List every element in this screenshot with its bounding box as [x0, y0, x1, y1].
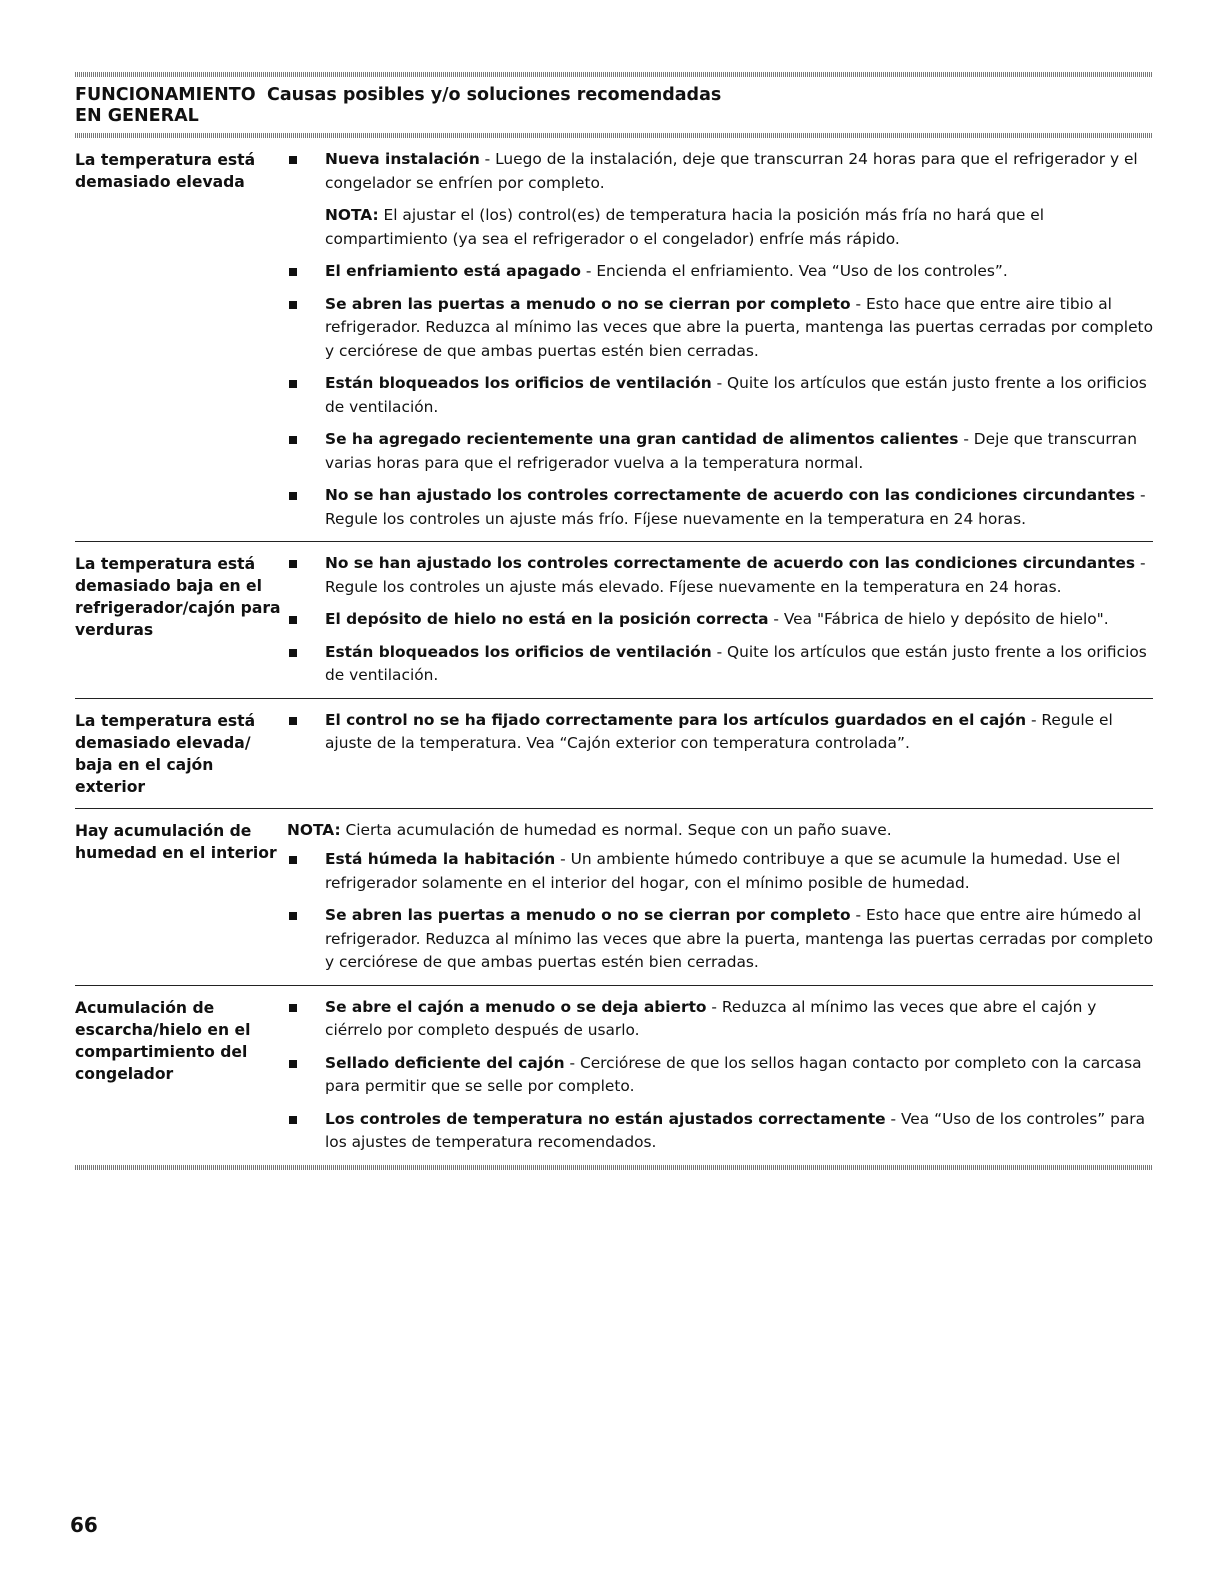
note — [287, 819, 1153, 843]
cause: Está húmeda la habitación — [325, 850, 556, 868]
square-bullet-icon — [287, 293, 325, 364]
list-item: El depósito de hielo no está en la posición correcta - Vea "Fábrica de hielo y depósito de hielo". — [287, 608, 1153, 632]
solution: Cerciórese de que los sellos hagan contacto por completo con la carcasa para permitir que se selle por completo. — [325, 1053, 1142, 1095]
solution: Vea “Uso de los controles” para los ajustes de temperatura recomendados. — [325, 1109, 1146, 1151]
header-col-functioning: FUNCIONAMIENTO EN GENERAL — [75, 85, 256, 126]
solution: Reduzca al mínimo las veces que abre el cajón y ciérrelo por completo después de usarlo. — [325, 997, 1097, 1039]
solution: Esto hace que entre aire húmedo al refrigerador. Reduzca al mínimo las veces que abre la puerta, mantenga las puertas cerradas por completo y cerciórese de que ambas puertas estén bien cerradas. — [325, 906, 1154, 971]
list-item: Se ha agregado recientemente una gran cantidad de alimentos calientes - Deje que transcurran varias horas para que el refrigerador vuelva a la temperatura normal. — [287, 428, 1153, 475]
cause: Están bloqueados los orificios de ventilación — [325, 374, 712, 392]
square-bullet-icon — [287, 904, 325, 975]
solution: Quite los artículos que están justo frente a los orificios de ventilación. — [325, 374, 1147, 416]
square-bullet-icon — [287, 608, 325, 632]
cause: El depósito de hielo no está en la posición correcta — [325, 610, 769, 628]
cause: Se abren las puertas a menudo o no se cierran por completo — [325, 906, 851, 924]
square-bullet-icon — [287, 641, 325, 688]
table-row — [75, 809, 1153, 985]
list-item: El control no se ha fijado correctamente para los artículos guardados en el cajón - Regule el ajuste de la temperatura. Vea “Cajón exterior con temperatura controlada”. — [287, 709, 1153, 756]
list-item: Sellado deficiente del cajón - Cerciórese de que los sellos hagan contacto por completo con la carcasa para permitir que se selle por completo. — [287, 1052, 1153, 1099]
solution: Luego de la instalación, deje que transcurran 24 horas para que el refrigerador y el congelador se enfríen por completo. — [325, 150, 1138, 192]
page-number: 66 — [70, 1513, 98, 1537]
square-bullet-icon — [287, 260, 325, 284]
square-bullet-icon — [287, 848, 325, 895]
square-bullet-icon — [287, 484, 325, 531]
row-body — [287, 819, 1153, 975]
cause: El enfriamiento está apagado — [325, 262, 581, 280]
table-header — [75, 77, 1153, 133]
solution: Deje que transcurran varias horas para que el refrigerador vuelva a la temperatura normal. — [325, 430, 1137, 472]
list-item: El enfriamiento está apagado - Encienda el enfriamiento. Vea “Uso de los controles”. — [287, 260, 1153, 284]
list-item: Están bloqueados los orificios de ventilación - Quite los artículos que están justo frente a los orificios de ventilación. — [287, 372, 1153, 419]
note-text: El ajustar el (los) control(es) de temperatura hacia la posición más fría no hará que el compartimiento (ya sea el refrigerador o el congelador) enfríe más rápido. — [325, 206, 1044, 248]
solution: Regule el ajuste de la temperatura. Vea “Cajón exterior con temperatura controlada”. — [325, 710, 1113, 752]
note-text: Cierta acumulación de humedad es normal. Seque con un paño suave. — [345, 820, 892, 839]
solution: Encienda el enfriamiento. Vea “Uso de los controles”. — [596, 262, 1008, 280]
row-label: La temperatura está demasiado baja en el refrigerador/cajón para verduras — [75, 555, 281, 639]
list-item: Se abren las puertas a menudo o no se cierran por completo - Esto hace que entre aire húmedo al refrigerador. Reduzca al mínimo las veces que abre la puerta, mantenga las puertas cerradas por completo y cerciórese de que ambas puertas estén bien cerradas. — [287, 904, 1153, 975]
solution: Un ambiente húmedo contribuye a que se acumule la humedad. Use el refrigerador solamente en el interior del hogar, con el mínimo posible de humedad. — [325, 850, 1121, 892]
list-item: Están bloqueados los orificios de ventilación - Quite los artículos que están justo frente a los orificios de ventilación. — [287, 641, 1153, 688]
cause: Sellado deficiente del cajón — [325, 1053, 565, 1072]
list-item: No se han ajustado los controles correctamente de acuerdo con las condiciones circundantes - Regule los controles un ajuste más elevado. Fíjese nuevamente en la temperatura en 24 horas. — [287, 552, 1153, 599]
solution: Regule los controles un ajuste más frío. Fíjese nuevamente en la temperatura en 24 horas. — [325, 509, 1026, 528]
row-label: Acumulación de escarcha/hielo en el compartimiento del congelador — [75, 998, 251, 1083]
cause: Los controles de temperatura no están ajustados correctamente — [325, 1109, 886, 1128]
row-body — [287, 552, 1153, 688]
row-body — [287, 148, 1153, 531]
cause: Se ha agregado recientemente una gran cantidad de alimentos calientes — [325, 430, 959, 448]
cause: El control no se ha fijado correctamente para los artículos guardados en el cajón — [325, 710, 1027, 729]
table-row — [75, 138, 1153, 541]
solution: Esto hace que entre aire tibio al refrigerador. Reduzca al mínimo las veces que abre la puerta, mantenga las puertas cerradas por completo y cerciórese de que ambas puertas estén bien cerradas. — [325, 294, 1154, 360]
list-item: Se abre el cajón a menudo o se deja abierto - Reduzca al mínimo las veces que abre el cajón y ciérrelo por completo después de usarlo. — [287, 996, 1153, 1043]
table-row — [75, 699, 1153, 808]
cause: No se han ajustado los controles correctamente de acuerdo con las condiciones circundantes — [325, 554, 1136, 572]
square-bullet-icon — [287, 996, 325, 1043]
square-bullet-icon — [287, 428, 325, 475]
table-row — [75, 542, 1153, 698]
note-label: NOTA: — [287, 820, 341, 839]
square-bullet-icon — [287, 148, 325, 195]
cause: Se abre el cajón a menudo o se deja abierto — [325, 997, 707, 1016]
square-bullet-icon — [287, 552, 325, 599]
square-bullet-icon — [287, 1108, 325, 1155]
troubleshooting-table — [75, 72, 1153, 1170]
bottom-rule — [75, 1165, 1153, 1170]
row-label: La temperatura está demasiado elevada — [75, 151, 256, 191]
cause: Se abren las puertas a menudo o no se cierran por completo — [325, 294, 851, 313]
header-col-causes: Causas posibles y/o soluciones recomendadas — [267, 85, 722, 105]
row-body — [287, 709, 1153, 798]
list-item: Nueva instalación - Luego de la instalación, deje que transcurran 24 horas para que el refrigerador y el congelador se enfríen por completo. — [287, 148, 1153, 195]
square-bullet-icon — [287, 372, 325, 419]
cause: Están bloqueados los orificios de ventilación — [325, 642, 712, 661]
square-bullet-icon — [287, 709, 325, 756]
list-item: Los controles de temperatura no están ajustados correctamente - Vea “Uso de los controles” para los ajustes de temperatura recomendados. — [287, 1108, 1153, 1155]
solution: Regule los controles un ajuste más elevado. Fíjese nuevamente en la temperatura en 24 horas. — [325, 577, 1062, 596]
list-item: Se abren las puertas a menudo o no se cierran por completo - Esto hace que entre aire tibio al refrigerador. Reduzca al mínimo las veces que abre la puerta, mantenga las puertas cerradas por completo y cerciórese de que ambas puertas estén bien cerradas. — [287, 293, 1153, 364]
note — [325, 204, 1153, 251]
row-label: Hay acumulación de humedad en el interior — [75, 821, 277, 862]
solution: Vea "Fábrica de hielo y depósito de hielo". — [783, 610, 1109, 628]
cause: Nueva instalación — [325, 150, 480, 168]
note-label: NOTA: — [325, 206, 379, 224]
solution: Quite los artículos que están justo frente a los orificios de ventilación. — [325, 642, 1147, 684]
row-label: La temperatura está demasiado elevada/ baja en el cajón exterior — [75, 711, 256, 796]
cause: No se han ajustado los controles correctamente de acuerdo con las condiciones circundantes — [325, 486, 1136, 504]
square-bullet-icon — [287, 1052, 325, 1099]
table-row — [75, 986, 1153, 1165]
list-item: Está húmeda la habitación - Un ambiente húmedo contribuye a que se acumule la humedad. Use el refrigerador solamente en el interior del hogar, con el mínimo posible de humedad. — [287, 848, 1153, 895]
list-item: No se han ajustado los controles correctamente de acuerdo con las condiciones circundantes - Regule los controles un ajuste más frío. Fíjese nuevamente en la temperatura en 24 horas. — [287, 484, 1153, 531]
row-body — [287, 996, 1153, 1155]
